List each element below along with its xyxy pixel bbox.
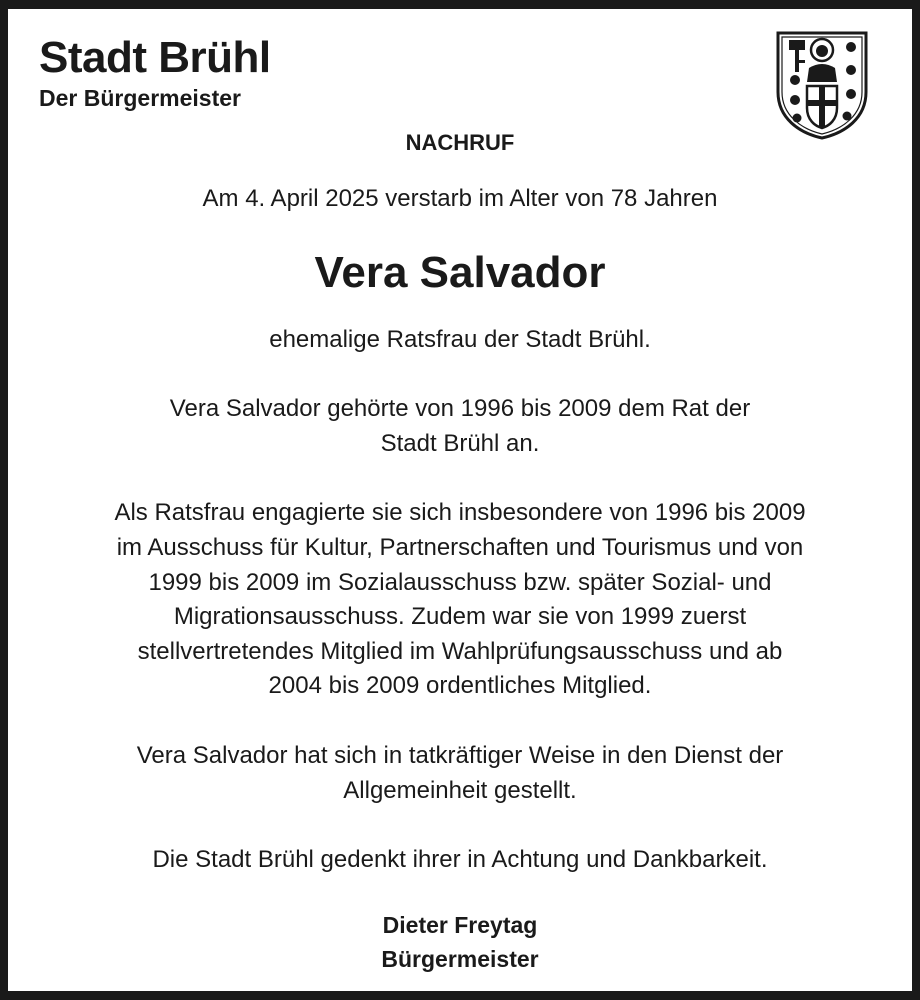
signatory-name: Dieter Freytag — [382, 911, 538, 938]
notice-heading: NACHRUF — [405, 130, 515, 155]
paragraph-line: im Ausschuss für Kultur, Partnerschaften und Tourismus und von — [116, 533, 804, 561]
letterhead — [39, 34, 271, 112]
deceased-name: Vera Salvador — [314, 247, 606, 297]
paragraph-line: Als Ratsfrau engagierte sie sich insbesondere von 1996 bis 2009 — [114, 499, 806, 527]
city-title: Stadt Brühl — [39, 33, 271, 82]
committees-paragraph — [20, 496, 900, 704]
paragraph-line: Migrationsausschuss. Zudem war sie von 1999 zuerst — [173, 603, 747, 631]
intro-line: Am 4. April 2025 verstarb im Alter von 78 Jahren — [202, 185, 718, 212]
paragraph-line: Vera Salvador gehörte von 1996 bis 2009 dem Rat der — [169, 395, 751, 423]
closing-line: Die Stadt Brühl gedenkt ihrer in Achtung und Dankbarkeit. — [152, 846, 768, 874]
paragraph-line: 2004 bis 2009 ordentliches Mitglied. — [268, 672, 652, 700]
paragraph-line: Vera Salvador hat sich in tatkräftiger Weise in den Dienst der — [136, 741, 784, 769]
obituary-body — [20, 128, 900, 976]
coat-of-arms-icon — [775, 30, 869, 140]
paragraph-line: 1999 bis 2009 im Sozialausschuss bzw. später Sozial- und — [148, 568, 772, 596]
paragraph-line: stellvertretendes Mitglied im Wahlprüfungsausschuss und ab — [137, 637, 783, 665]
role-line: ehemalige Ratsfrau der Stadt Brühl. — [269, 325, 651, 353]
paragraph-line: Stadt Brühl an. — [380, 429, 540, 457]
paragraph-line: Allgemeinheit gestellt. — [343, 776, 577, 804]
council-paragraph — [20, 392, 900, 461]
office-subtitle: Der Bürgermeister — [39, 85, 241, 111]
signatory-title: Bürgermeister — [381, 945, 539, 972]
service-paragraph — [20, 739, 900, 808]
